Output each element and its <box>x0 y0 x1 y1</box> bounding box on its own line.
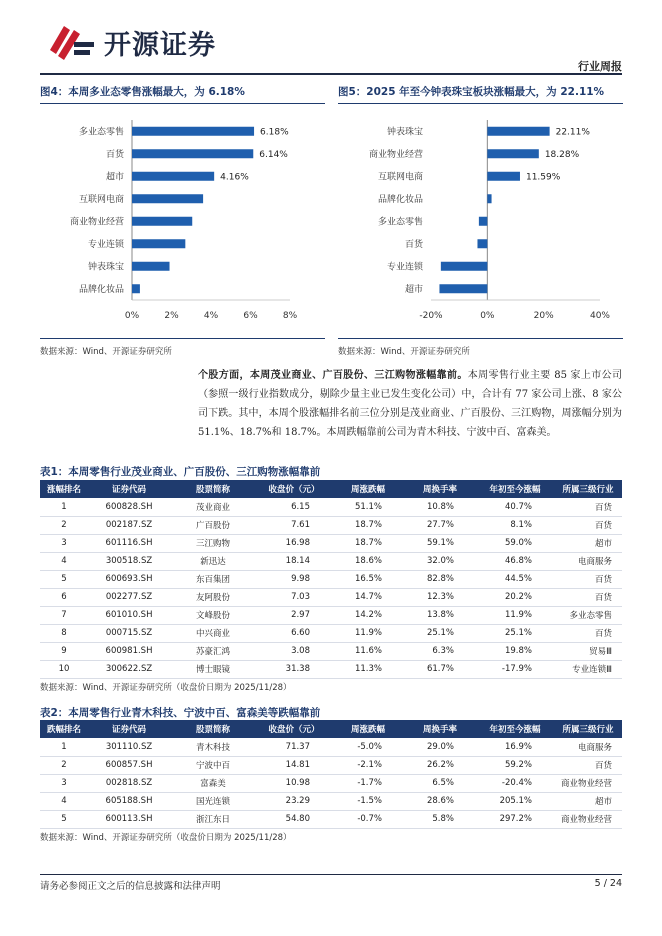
data-label: 6.14% <box>259 149 288 160</box>
fig5-source-divider <box>338 338 623 339</box>
bar <box>132 239 185 248</box>
table-cell: 广百股份 <box>170 516 256 534</box>
column-header: 周涨跌幅 <box>332 720 404 738</box>
table-cell: 百货 <box>554 588 622 606</box>
bar <box>132 172 214 181</box>
x-tick-label: 0% <box>124 311 140 321</box>
table-cell: 5 <box>40 570 88 588</box>
table-cell: 5 <box>40 810 88 828</box>
category-label: 商业物业经营 <box>69 217 124 228</box>
table-cell: 友阿股份 <box>170 588 256 606</box>
fig4-title: 图4：本周多业态零售涨幅最大，为 6.18% <box>40 84 325 104</box>
category-label: 多业态零售 <box>78 127 124 138</box>
data-label: 4.16% <box>220 172 249 183</box>
footer-disclaimer: 请务必参阅正文之后的信息披露和法律声明 <box>40 881 221 892</box>
table-cell: 9.98 <box>256 570 332 588</box>
table2-source: 数据来源：Wind、开源证券研究所（收盘价日期为 2025/11/28） <box>40 833 292 843</box>
table-cell: 18.7% <box>332 516 404 534</box>
table-cell: 商业物业经营 <box>554 810 622 828</box>
table-cell: 宁波中百 <box>170 756 256 774</box>
table-cell: 600113.SH <box>88 810 170 828</box>
category-label: 多业态零售 <box>377 217 423 228</box>
bar <box>487 149 538 158</box>
table2-row <box>40 810 622 828</box>
table-cell: 20.2% <box>476 588 554 606</box>
column-header: 周换手率 <box>404 480 476 498</box>
logo-mark-icon <box>44 20 102 64</box>
table-cell: 2.97 <box>256 606 332 624</box>
category-label: 品牌化妆品 <box>377 194 423 205</box>
table-cell: 6.60 <box>256 624 332 642</box>
x-tick-label: 20% <box>533 311 554 321</box>
column-header: 收盘价（元） <box>256 480 332 498</box>
table-cell: 文峰股份 <box>170 606 256 624</box>
table-cell: 9 <box>40 642 88 660</box>
table1-row <box>40 552 622 570</box>
brand-logo <box>44 20 216 64</box>
table-cell: 超市 <box>554 534 622 552</box>
table-cell: 59.2% <box>476 756 554 774</box>
table1-row <box>40 498 622 516</box>
bar <box>132 262 170 271</box>
bar <box>439 284 487 293</box>
table-cell: 苏豪汇鸿 <box>170 642 256 660</box>
table-cell: -0.7% <box>332 810 404 828</box>
table-cell: 国光连锁 <box>170 792 256 810</box>
table-cell: 44.5% <box>476 570 554 588</box>
table1-row <box>40 624 622 642</box>
table1-row <box>40 642 622 660</box>
fig4-source-divider <box>40 338 325 339</box>
bar <box>487 194 491 203</box>
table-cell: 博士眼镜 <box>170 660 256 678</box>
category-label: 钟表珠宝 <box>386 127 423 138</box>
table-cell: 16.9% <box>476 738 554 756</box>
table-cell: 青木科技 <box>170 738 256 756</box>
column-header: 股票简称 <box>170 480 256 498</box>
table-cell: 23.29 <box>256 792 332 810</box>
table-cell: 601116.SH <box>88 534 170 552</box>
table-cell: 605188.SH <box>88 792 170 810</box>
bar <box>132 284 140 293</box>
table-cell: 11.9% <box>332 624 404 642</box>
column-header: 跌幅排名 <box>40 720 88 738</box>
table-cell: 59.1% <box>404 534 476 552</box>
report-type: 行业周报 <box>578 60 622 73</box>
table-cell: 32.0% <box>404 552 476 570</box>
table-cell: 专业连锁Ⅲ <box>554 660 622 678</box>
table-cell: 71.37 <box>256 738 332 756</box>
category-label: 专业连锁 <box>386 262 423 273</box>
table-cell: 中兴商业 <box>170 624 256 642</box>
table-cell: 茂业商业 <box>170 498 256 516</box>
bar <box>477 239 487 248</box>
table1-header-row <box>40 480 622 498</box>
table-cell: 14.81 <box>256 756 332 774</box>
column-header: 所属三级行业 <box>554 480 622 498</box>
x-tick-label: -20% <box>419 311 443 321</box>
table-cell: 61.7% <box>404 660 476 678</box>
category-label: 商业物业经营 <box>368 149 423 160</box>
table-cell: 1 <box>40 738 88 756</box>
table-cell: 1 <box>40 498 88 516</box>
column-header: 证券代码 <box>88 480 170 498</box>
column-header: 所属三级行业 <box>554 720 622 738</box>
table2-row <box>40 756 622 774</box>
table2-row <box>40 792 622 810</box>
table-cell: 8.1% <box>476 516 554 534</box>
column-header: 涨幅排名 <box>40 480 88 498</box>
bar <box>487 127 549 136</box>
fig5-source: 数据来源：Wind、开源证券研究所 <box>338 347 470 357</box>
table-cell: 297.2% <box>476 810 554 828</box>
x-tick-label: 40% <box>589 311 611 321</box>
table2-row <box>40 738 622 756</box>
table-cell: 601010.SH <box>88 606 170 624</box>
column-header: 年初至今涨幅 <box>476 720 554 738</box>
table-cell: 8 <box>40 624 88 642</box>
table-cell: 3 <box>40 774 88 792</box>
table-cell: 百货 <box>554 756 622 774</box>
table-cell: 18.7% <box>332 534 404 552</box>
bar <box>132 127 254 136</box>
table-cell: 百货 <box>554 498 622 516</box>
table-cell: 百货 <box>554 624 622 642</box>
fig4-chart <box>40 112 325 332</box>
table-cell: 3 <box>40 534 88 552</box>
bar <box>487 172 520 181</box>
table-cell: -1.5% <box>332 792 404 810</box>
table-cell: 浙江东日 <box>170 810 256 828</box>
table-cell: 002818.SZ <box>88 774 170 792</box>
fig5-title: 图5：2025 年至今钟表珠宝板块涨幅最大，为 22.11% <box>338 84 623 104</box>
table1-source: 数据来源：Wind、开源证券研究所（收盘价日期为 2025/11/28） <box>40 683 292 693</box>
table-cell: 14.7% <box>332 588 404 606</box>
table-cell: 40.7% <box>476 498 554 516</box>
table-cell: 6.3% <box>404 642 476 660</box>
table-cell: 商业物业经营 <box>554 774 622 792</box>
table-cell: 600981.SH <box>88 642 170 660</box>
table-cell: 28.6% <box>404 792 476 810</box>
table1-row <box>40 660 622 678</box>
category-label: 互联网电商 <box>377 172 423 183</box>
table-cell: 11.3% <box>332 660 404 678</box>
page-number: 5 / 24 <box>594 878 622 889</box>
category-label: 超市 <box>404 284 423 295</box>
x-tick-label: 4% <box>203 311 219 321</box>
commentary-lead: 个股方面，本周茂业商业、广百股份、三江购物涨幅靠前。 <box>198 370 468 381</box>
column-header: 年初至今涨幅 <box>476 480 554 498</box>
table-cell: -1.7% <box>332 774 404 792</box>
table-cell: 600828.SH <box>88 498 170 516</box>
fig4-source: 数据来源：Wind、开源证券研究所 <box>40 347 172 357</box>
table-cell: 16.98 <box>256 534 332 552</box>
brand-name: 开源证券 <box>104 29 216 61</box>
bar <box>132 149 253 158</box>
x-tick-label: 0% <box>480 311 495 321</box>
table1-row <box>40 516 622 534</box>
x-tick-label: 6% <box>243 311 258 321</box>
table-cell: 百货 <box>554 516 622 534</box>
table-cell: 6 <box>40 588 88 606</box>
column-header: 证券代码 <box>88 720 170 738</box>
table-cell: 电商服务 <box>554 552 622 570</box>
table-cell: 新迅达 <box>170 552 256 570</box>
table1-row <box>40 534 622 552</box>
table-cell: 31.38 <box>256 660 332 678</box>
table-cell: 300518.SZ <box>88 552 170 570</box>
table-cell: 7.03 <box>256 588 332 606</box>
table-cell: 11.6% <box>332 642 404 660</box>
bar <box>132 194 203 203</box>
category-label: 超市 <box>105 172 124 183</box>
header-divider <box>40 73 622 75</box>
x-tick-label: 2% <box>164 311 179 321</box>
table-cell: 46.8% <box>476 552 554 570</box>
table-cell: 6.5% <box>404 774 476 792</box>
table-cell: 多业态零售 <box>554 606 622 624</box>
table2-title: 表2：本周零售行业青木科技、宁波中百、富森美等跌幅靠前 <box>40 707 321 719</box>
table-cell: 51.1% <box>332 498 404 516</box>
table-cell: 4 <box>40 552 88 570</box>
table-cell: 7 <box>40 606 88 624</box>
table-cell: 18.6% <box>332 552 404 570</box>
table-cell: 贸易Ⅲ <box>554 642 622 660</box>
fig5-chart <box>338 112 623 332</box>
table1-row <box>40 588 622 606</box>
table-cell: 54.80 <box>256 810 332 828</box>
table-cell: -2.1% <box>332 756 404 774</box>
table-cell: 600693.SH <box>88 570 170 588</box>
table-cell: 002187.SZ <box>88 516 170 534</box>
table-cell: 10 <box>40 660 88 678</box>
table-cell: 11.9% <box>476 606 554 624</box>
bar <box>132 217 192 226</box>
table-cell: 三江购物 <box>170 534 256 552</box>
table1-row <box>40 570 622 588</box>
table-cell: 13.8% <box>404 606 476 624</box>
table-cell: 5.8% <box>404 810 476 828</box>
table-cell: -17.9% <box>476 660 554 678</box>
table-cell: 电商服务 <box>554 738 622 756</box>
table-cell: 14.2% <box>332 606 404 624</box>
footer-divider <box>40 874 622 875</box>
commentary-body: 本周零售行业主要 85 家上市公司（参照一级行业指数成分，剔除少量主业已发生变化公司）中，合计有 77 家公司上涨、8 家公司下跌。其中，本周个股涨幅排名前三位分别是茂业商业、广百股份、三江购物，周涨幅分别为 51.1%、18.7%和 18.7%。本周跌幅靠前公司为青木科技、宁波中百、富森美。 <box>198 370 623 438</box>
data-label: 22.11% <box>555 127 590 138</box>
table-cell: 百货 <box>554 570 622 588</box>
column-header: 收盘价（元） <box>256 720 332 738</box>
table-cell: 26.2% <box>404 756 476 774</box>
table-cell: 300622.SZ <box>88 660 170 678</box>
table-cell: 2 <box>40 516 88 534</box>
table1-title: 表1：本周零售行业茂业商业、广百股份、三江购物涨幅靠前 <box>40 466 321 478</box>
table-cell: 7.61 <box>256 516 332 534</box>
table1 <box>40 480 622 679</box>
table-cell: 25.1% <box>404 624 476 642</box>
table-cell: 6.15 <box>256 498 332 516</box>
table-cell: -20.4% <box>476 774 554 792</box>
table-cell: 82.8% <box>404 570 476 588</box>
column-header: 股票简称 <box>170 720 256 738</box>
table-cell: 29.0% <box>404 738 476 756</box>
commentary-paragraph <box>198 366 622 442</box>
table-cell: 3.08 <box>256 642 332 660</box>
table-cell: 东百集团 <box>170 570 256 588</box>
table-cell: 000715.SZ <box>88 624 170 642</box>
table-cell: 205.1% <box>476 792 554 810</box>
table-cell: 16.5% <box>332 570 404 588</box>
column-header: 周涨跌幅 <box>332 480 404 498</box>
table-cell: 12.3% <box>404 588 476 606</box>
table-cell: 富森美 <box>170 774 256 792</box>
data-label: 11.59% <box>525 172 561 183</box>
category-label: 互联网电商 <box>78 194 124 205</box>
table-cell: 19.8% <box>476 642 554 660</box>
table1-row <box>40 606 622 624</box>
table-cell: 10.8% <box>404 498 476 516</box>
data-label: 6.18% <box>260 127 289 138</box>
category-label: 专业连锁 <box>87 239 124 250</box>
table-cell: 59.0% <box>476 534 554 552</box>
category-label: 百货 <box>404 239 423 250</box>
table-cell: 4 <box>40 792 88 810</box>
category-label: 品牌化妆品 <box>78 284 124 295</box>
bar <box>441 262 487 271</box>
table-cell: 18.14 <box>256 552 332 570</box>
bar <box>479 217 487 226</box>
table-cell: 301110.SZ <box>88 738 170 756</box>
table-cell: 600857.SH <box>88 756 170 774</box>
table-cell: 27.7% <box>404 516 476 534</box>
table2-row <box>40 774 622 792</box>
table-cell: 2 <box>40 756 88 774</box>
x-tick-label: 8% <box>282 311 298 321</box>
category-label: 钟表珠宝 <box>87 262 124 273</box>
table-cell: 002277.SZ <box>88 588 170 606</box>
table-cell: 25.1% <box>476 624 554 642</box>
table2-header-row <box>40 720 622 738</box>
data-label: 18.28% <box>544 149 580 160</box>
column-header: 周换手率 <box>404 720 476 738</box>
category-label: 百货 <box>105 149 124 160</box>
table-cell: 超市 <box>554 792 622 810</box>
table-cell: 10.98 <box>256 774 332 792</box>
table2 <box>40 720 622 829</box>
table-cell: -5.0% <box>332 738 404 756</box>
